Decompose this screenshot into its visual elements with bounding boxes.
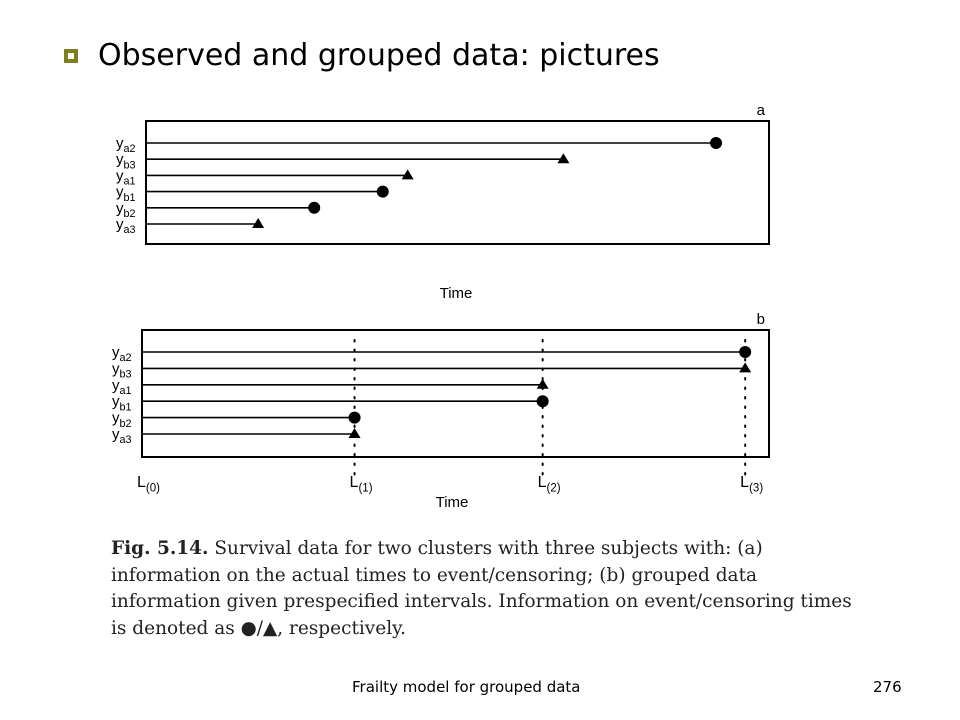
subject-label: $y_{b2}$ <box>116 199 136 220</box>
panel-a-label: a <box>756 102 765 119</box>
censor-triangle-marker <box>402 169 414 179</box>
interval-bound-label: $L_{(2)}$ <box>537 474 561 495</box>
interval-bound-label: $L_{(0)}$ <box>137 474 160 495</box>
censor-triangle-marker <box>252 218 264 228</box>
footer-title: Frailty model for grouped data <box>352 678 581 696</box>
censor-triangle-marker <box>537 379 549 389</box>
panel-a-x-label: Time <box>439 285 473 302</box>
censor-triangle-marker <box>739 362 751 372</box>
page-number: 276 <box>873 678 902 696</box>
event-circle-marker <box>537 395 549 407</box>
subject-label: $y_{b3}$ <box>112 360 132 381</box>
event-circle-marker <box>308 202 320 214</box>
subject-label: $y_{a1}$ <box>112 376 132 397</box>
event-circle-marker <box>739 346 751 358</box>
subject-label: $y_{a2}$ <box>116 135 136 156</box>
subject-label: $y_{a1}$ <box>116 167 136 188</box>
caption-body: Survival data for two clusters with three subjects with: (a) information on the actual times to event/censoring; (b) grouped data information given prespecified intervals. Information on event/censoring times is denoted as ●/▲, respectively. <box>111 538 852 639</box>
panel-b-label: b <box>756 311 765 328</box>
panel-b-x-label: Time <box>435 494 469 511</box>
slide-title: Observed and grouped data: pictures <box>98 38 660 73</box>
subject-label: $y_{b2}$ <box>112 409 132 430</box>
event-circle-marker <box>377 186 389 198</box>
subject-label: $y_{a2}$ <box>112 344 132 365</box>
panel-a-frame <box>146 121 769 244</box>
event-circle-marker <box>349 412 361 424</box>
subject-label: $y_{a3}$ <box>116 216 136 237</box>
panel-b-frame <box>142 330 769 457</box>
censor-triangle-marker <box>557 153 569 163</box>
censor-triangle-marker <box>349 428 361 438</box>
event-circle-marker <box>710 137 722 149</box>
interval-bound-label: $L_{(3)}$ <box>740 474 764 495</box>
interval-bound-label: $L_{(1)}$ <box>349 474 373 495</box>
caption-lead: Fig. 5.14. <box>111 538 209 559</box>
subject-label: $y_{b3}$ <box>116 151 136 172</box>
subject-label: $y_{b1}$ <box>112 393 132 414</box>
subject-label: $y_{b1}$ <box>116 183 136 204</box>
figure-caption <box>111 536 871 642</box>
subject-label: $y_{a3}$ <box>112 426 132 447</box>
